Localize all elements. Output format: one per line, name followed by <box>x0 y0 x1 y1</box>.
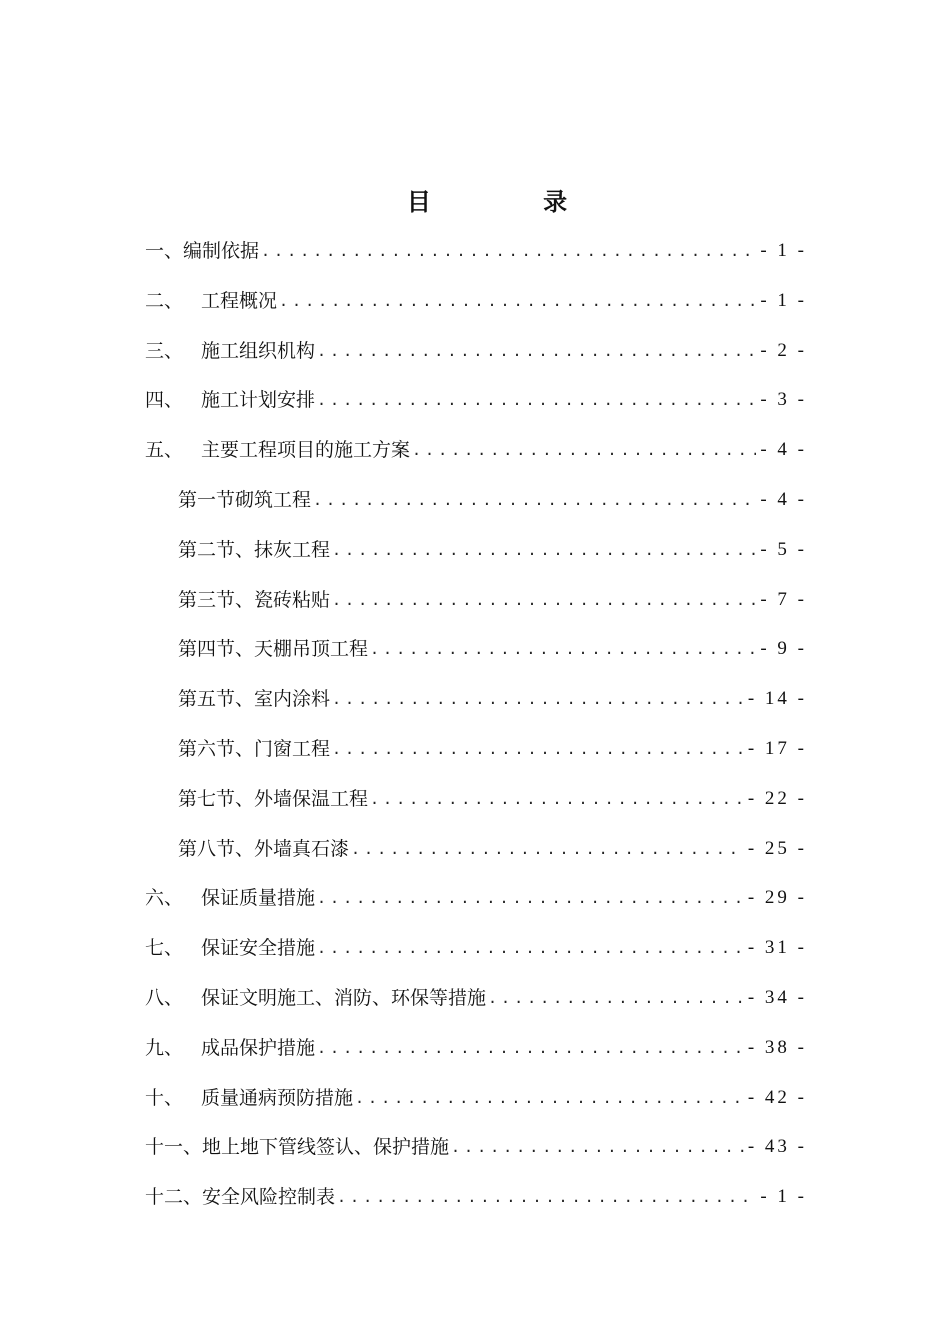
toc-dot-leader <box>277 281 756 321</box>
toc-entry[interactable] <box>0 1028 950 1078</box>
toc-entry-number: 第一节 <box>178 488 236 511</box>
toc-dot-leader <box>335 1177 756 1217</box>
toc-dot-leader <box>368 629 756 669</box>
toc-entry-label: 施工计划安排 <box>201 389 316 412</box>
toc-entry-number: 五、 <box>145 439 184 462</box>
toc-entry[interactable] <box>0 480 950 530</box>
toc-entry[interactable] <box>0 629 950 679</box>
toc-entry-label: 砌筑工程 <box>235 488 312 511</box>
toc-entry-page-number: - 2 - <box>760 339 807 361</box>
toc-entry[interactable] <box>0 679 950 729</box>
toc-entry-number: 第六节、 <box>178 737 255 760</box>
toc-entry[interactable] <box>0 1127 950 1177</box>
toc-entry-number: 六、 <box>145 887 184 910</box>
toc-entry[interactable] <box>0 580 950 630</box>
toc-entry-page-number: - 38 - <box>747 1036 807 1058</box>
toc-entry-label: 施工组织机构 <box>201 339 316 362</box>
toc-dot-leader <box>330 530 756 570</box>
toc-entry-number: 四、 <box>145 389 184 412</box>
toc-entry-label: 外墙真石漆 <box>254 837 350 860</box>
toc-entry-number: 七、 <box>145 937 184 960</box>
toc-entry-number: 第五节、 <box>178 688 255 711</box>
toc-entry-page-number: - 42 - <box>747 1086 807 1108</box>
toc-entry-page-number: - 25 - <box>747 837 807 859</box>
toc-entry-page-number: - 1 - <box>760 289 807 311</box>
toc-dot-leader <box>330 729 744 769</box>
toc-entry-number: 第八节、 <box>178 837 255 860</box>
toc-entry-number: 三、 <box>145 339 184 362</box>
toc-entry[interactable] <box>0 380 950 430</box>
toc-entry-label: 主要工程项目的施工方案 <box>201 439 411 462</box>
toc-dot-leader <box>449 1127 744 1167</box>
toc-dot-leader <box>330 580 756 620</box>
toc-dot-leader <box>349 829 744 869</box>
toc-entry[interactable] <box>0 231 950 281</box>
table-of-contents <box>0 231 950 1227</box>
toc-entry-number: 第二节、 <box>178 538 255 561</box>
toc-entry[interactable] <box>0 779 950 829</box>
toc-entry-page-number: - 22 - <box>747 787 807 809</box>
toc-entry-number: 第四节、 <box>178 638 255 661</box>
toc-entry-number: 十二、 <box>145 1186 203 1209</box>
toc-dot-leader <box>311 480 756 520</box>
toc-entry-number: 二、 <box>145 289 184 312</box>
toc-entry[interactable] <box>0 331 950 381</box>
toc-dot-leader <box>330 679 744 719</box>
toc-entry-page-number: - 5 - <box>760 538 807 560</box>
toc-entry-number: 十一、 <box>145 1136 203 1159</box>
toc-entry-number: 十、 <box>145 1086 184 1109</box>
toc-entry[interactable] <box>0 1078 950 1128</box>
toc-entry-page-number: - 1 - <box>760 240 807 261</box>
toc-entry-label: 质量通病预防措施 <box>201 1086 354 1109</box>
toc-entry-page-number: - 4 - <box>760 439 807 461</box>
toc-entry-label: 保证文明施工、消防、环保等措施 <box>201 986 487 1009</box>
toc-entry-label: 地上地下管线签认、保护措施 <box>202 1136 450 1159</box>
toc-entry-page-number: - 14 - <box>747 688 807 710</box>
toc-entry-label: 成品保护措施 <box>201 1036 316 1059</box>
toc-dot-leader <box>486 978 744 1018</box>
toc-title: 目 录 <box>406 187 620 216</box>
toc-entry-page-number: - 1 - <box>760 1186 807 1208</box>
toc-dot-leader <box>410 430 756 470</box>
toc-entry-number: 第七节、 <box>178 787 255 810</box>
toc-dot-leader <box>315 928 744 968</box>
toc-entry-number: 一、 <box>145 240 184 262</box>
toc-entry[interactable] <box>0 1177 950 1227</box>
toc-entry-label: 安全风险控制表 <box>202 1186 336 1209</box>
toc-dot-leader <box>259 231 756 271</box>
toc-entry-number: 九、 <box>145 1036 184 1059</box>
toc-dot-leader <box>315 331 756 371</box>
toc-entry-page-number: - 29 - <box>747 887 807 909</box>
toc-dot-leader <box>315 878 744 918</box>
toc-entry[interactable] <box>0 928 950 978</box>
toc-entry[interactable] <box>0 729 950 779</box>
toc-entry[interactable] <box>0 978 950 1028</box>
toc-entry[interactable] <box>0 878 950 928</box>
toc-entry-page-number: - 4 - <box>760 488 807 510</box>
toc-entry-label: 外墙保温工程 <box>254 787 369 810</box>
toc-entry[interactable] <box>0 829 950 879</box>
toc-entry-label: 编制依据 <box>183 240 260 262</box>
toc-dot-leader <box>315 1028 744 1068</box>
toc-entry-label: 瓷砖粘贴 <box>254 588 331 611</box>
toc-entry[interactable] <box>0 281 950 331</box>
toc-entry-page-number: - 3 - <box>760 389 807 411</box>
toc-entry-label: 室内涂料 <box>254 688 331 711</box>
toc-entry-page-number: - 17 - <box>747 737 807 759</box>
toc-dot-leader <box>368 779 744 819</box>
toc-entry[interactable] <box>0 530 950 580</box>
toc-entry-label: 保证质量措施 <box>201 887 316 910</box>
toc-dot-leader <box>353 1078 744 1118</box>
toc-dot-leader <box>315 380 756 420</box>
toc-entry-page-number: - 31 - <box>747 937 807 959</box>
toc-entry-label: 抹灰工程 <box>254 538 331 561</box>
toc-entry-page-number: - 9 - <box>760 638 807 660</box>
toc-entry-number: 第三节、 <box>178 588 255 611</box>
toc-entry-page-number: - 34 - <box>747 986 807 1008</box>
toc-entry-label: 保证安全措施 <box>201 937 316 960</box>
toc-entry-page-number: - 43 - <box>747 1136 807 1158</box>
toc-entry-page-number: - 7 - <box>760 588 807 610</box>
toc-entry-label: 工程概况 <box>201 289 278 312</box>
toc-entry-number: 八、 <box>145 986 184 1009</box>
toc-entry[interactable] <box>0 430 950 480</box>
toc-entry-label: 天棚吊顶工程 <box>254 638 369 661</box>
toc-entry-label: 门窗工程 <box>254 737 331 760</box>
